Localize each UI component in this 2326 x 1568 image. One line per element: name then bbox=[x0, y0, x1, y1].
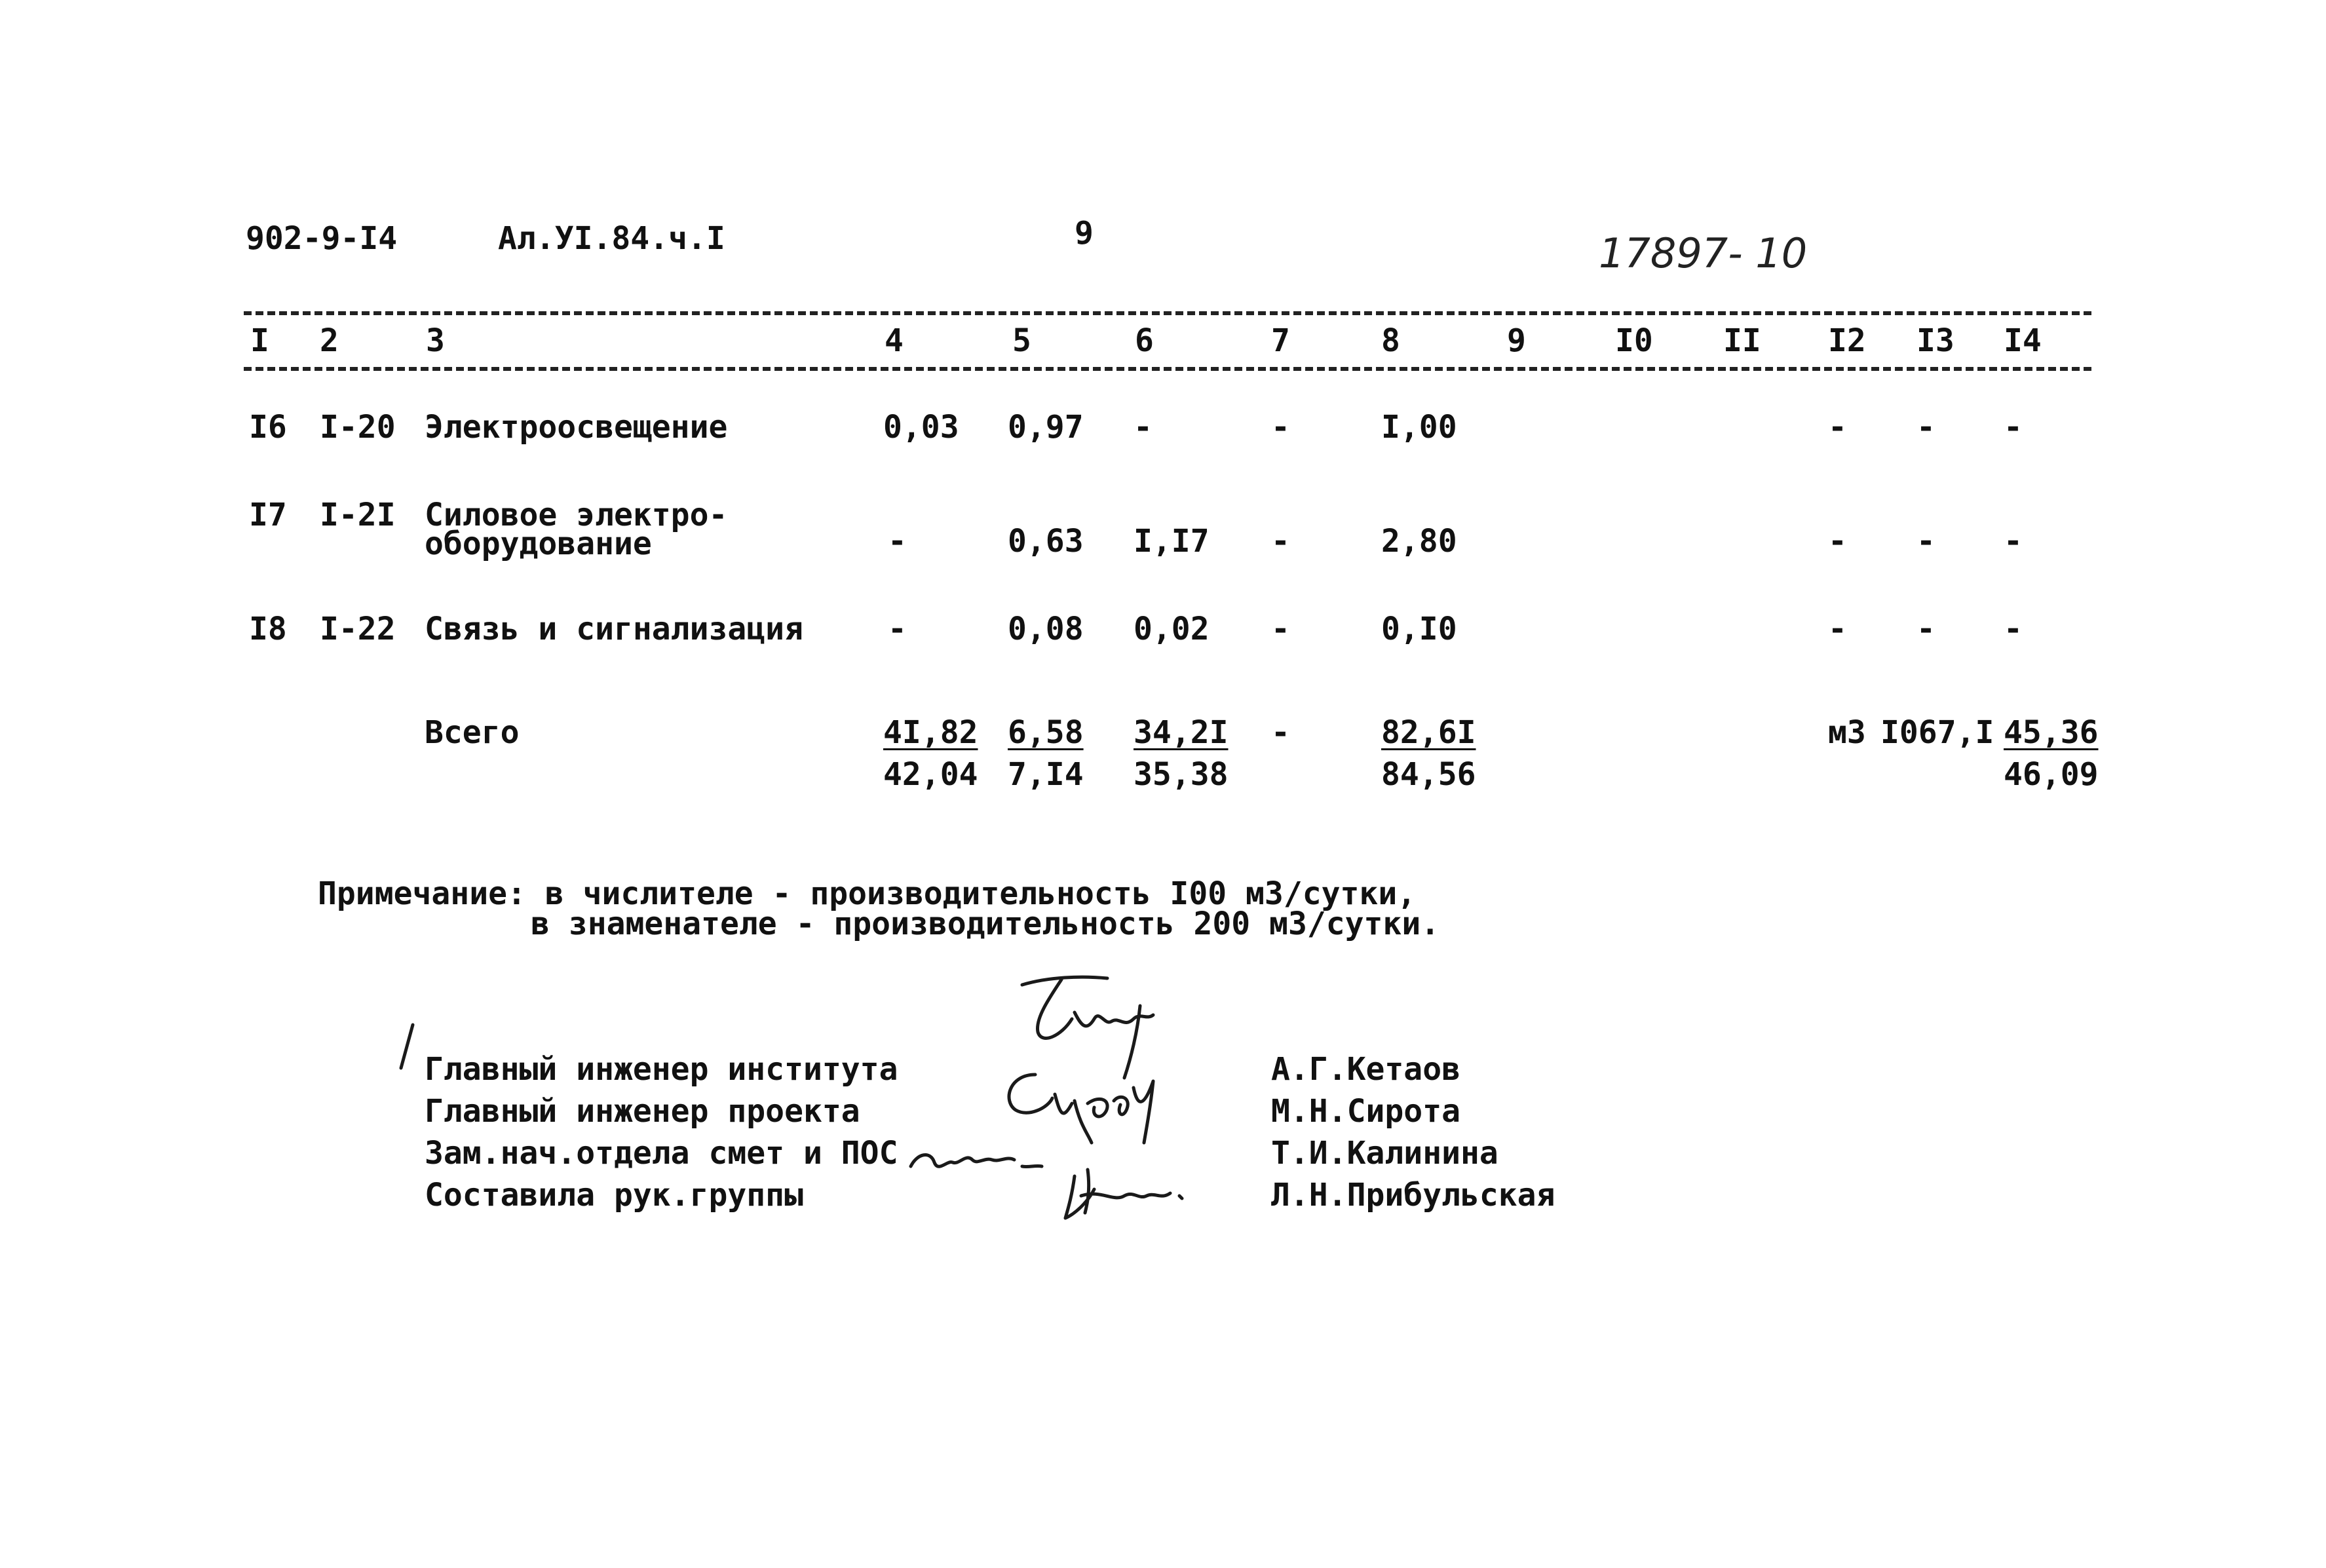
col-header-9: 9 bbox=[1507, 322, 1526, 359]
col-header-8: 8 bbox=[1381, 322, 1400, 359]
col-header-13: I3 bbox=[1916, 322, 1954, 359]
total-col8-numerator: 82,6I bbox=[1381, 714, 1476, 751]
cell-col5: 0,97 bbox=[1008, 409, 1084, 446]
signature-role: Главный инженер института bbox=[425, 1051, 898, 1088]
col-header-6: 6 bbox=[1135, 322, 1154, 359]
project-code: 902-9-I4 bbox=[246, 220, 398, 257]
signature-role: Главный инженер проекта bbox=[425, 1093, 860, 1130]
signature-role: Зам.нач.отдела смет и ПОС bbox=[425, 1135, 898, 1172]
handwritten-signature bbox=[904, 1134, 1055, 1179]
col-header-7: 7 bbox=[1271, 322, 1290, 359]
total-col4-numerator: 4I,82 bbox=[883, 714, 978, 751]
col-header-3: 3 bbox=[426, 322, 445, 359]
cell-col6: I,I7 bbox=[1134, 523, 1210, 560]
row-name: Электроосвещение bbox=[425, 409, 728, 446]
cell-col7: - bbox=[1271, 523, 1290, 560]
total-col6-denominator: 35,38 bbox=[1134, 756, 1229, 793]
col-header-10: I0 bbox=[1615, 322, 1653, 359]
row-code: I-20 bbox=[320, 409, 396, 446]
cell-col8: 0,I0 bbox=[1381, 611, 1457, 647]
total-col14-denominator: 46,09 bbox=[2004, 756, 2099, 793]
cell-col13: - bbox=[1916, 611, 1935, 647]
row-name-line1: Силовое электро- bbox=[425, 497, 728, 533]
cell-col12: - bbox=[1828, 409, 1847, 446]
signatory-name: А.Г.Кетаов bbox=[1271, 1051, 1460, 1088]
album-code: Ал.УI.84.ч.I bbox=[498, 220, 725, 257]
handwritten-signature bbox=[1061, 1163, 1192, 1222]
row-name: Связь и сигнализация bbox=[425, 611, 803, 647]
cell-col13: - bbox=[1916, 523, 1935, 560]
cell-col4: - bbox=[888, 523, 907, 560]
row-number: I8 bbox=[249, 611, 287, 647]
total-col13: I067,I bbox=[1880, 714, 1994, 751]
signatory-name: Л.Н.Прибульская bbox=[1271, 1177, 1555, 1214]
signature-role: Составила рук.группы bbox=[425, 1177, 803, 1214]
cell-col5: 0,63 bbox=[1008, 523, 1084, 560]
note-line-1: Примечание: в числителе - производительность I00 м3/сутки, bbox=[318, 875, 1417, 912]
total-col5-numerator: 6,58 bbox=[1008, 714, 1084, 751]
total-label: Всего bbox=[425, 714, 520, 751]
cell-col8: 2,80 bbox=[1381, 523, 1457, 560]
cell-col4: 0,03 bbox=[883, 409, 959, 446]
cell-col14: - bbox=[2004, 611, 2023, 647]
page-number: 9 bbox=[1075, 215, 1094, 252]
total-col4-denominator: 42,04 bbox=[883, 756, 978, 793]
margin-tick-mark bbox=[393, 1022, 419, 1075]
cell-col8: I,00 bbox=[1381, 409, 1457, 446]
cell-col7: - bbox=[1271, 409, 1290, 446]
col-header-12: I2 bbox=[1828, 322, 1866, 359]
row-code: I-22 bbox=[320, 611, 396, 647]
col-header-1: I bbox=[250, 322, 269, 359]
col-header-14: I4 bbox=[2004, 322, 2042, 359]
col-header-4: 4 bbox=[885, 322, 904, 359]
total-col12-unit: м3 bbox=[1828, 714, 1866, 751]
total-col6-numerator: 34,2I bbox=[1134, 714, 1229, 751]
total-col7: - bbox=[1271, 714, 1290, 751]
cell-col14: - bbox=[2004, 523, 2023, 560]
total-col14-numerator: 45,36 bbox=[2004, 714, 2099, 751]
row-number: I7 bbox=[249, 497, 287, 533]
table-header-rule bbox=[244, 367, 2091, 371]
note-line-2: в знаменателе - производительность 200 м3/сутки. bbox=[531, 906, 1440, 942]
col-header-2: 2 bbox=[320, 322, 339, 359]
cell-col6: - bbox=[1134, 409, 1153, 446]
cell-col12: - bbox=[1828, 611, 1847, 647]
row-name-line2: оборудование bbox=[425, 526, 652, 562]
row-code: I-2I bbox=[320, 497, 396, 533]
cell-col12: - bbox=[1828, 523, 1847, 560]
cell-col5: 0,08 bbox=[1008, 611, 1084, 647]
cell-col7: - bbox=[1271, 611, 1290, 647]
col-header-5: 5 bbox=[1012, 322, 1031, 359]
total-col8-denominator: 84,56 bbox=[1381, 756, 1476, 793]
signatory-name: М.Н.Сирота bbox=[1271, 1093, 1460, 1130]
cell-col13: - bbox=[1916, 409, 1935, 446]
col-header-11: II bbox=[1723, 322, 1761, 359]
row-number: I6 bbox=[249, 409, 287, 446]
cell-col6: 0,02 bbox=[1134, 611, 1210, 647]
cell-col14: - bbox=[2004, 409, 2023, 446]
archive-number: 17897- 10 bbox=[1599, 229, 1808, 277]
signatory-name: Т.И.Калинина bbox=[1271, 1135, 1498, 1172]
total-col5-denominator: 7,I4 bbox=[1008, 756, 1084, 793]
table-top-rule bbox=[244, 311, 2091, 315]
cell-col4: - bbox=[888, 611, 907, 647]
